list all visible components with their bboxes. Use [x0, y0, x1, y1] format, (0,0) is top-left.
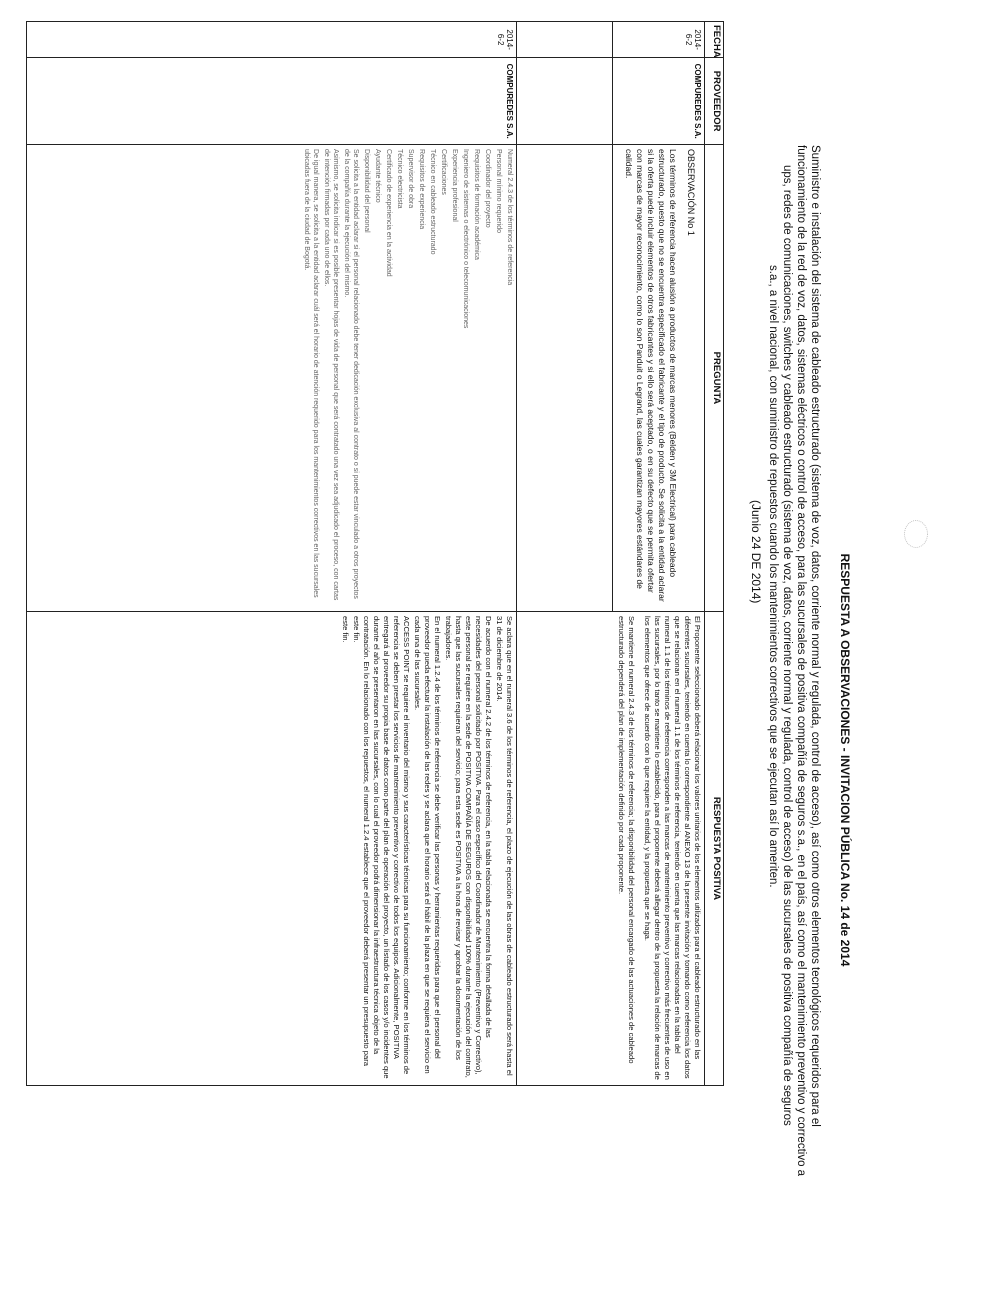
row-respuesta: [517, 611, 705, 1085]
response-text: El Proponente seleccionado deberá relacionar los valores unitarios de los elementos utilizados para el cableado estructurado en las diferentes sucursales, teniendo en cuenta lo correspondiente al ANEXO 13 de la presente invitación y tomando como referencia los datos que se relacionan en el numeral 1.1 de los términos de referencia, teniendo en cuenta que las marcas relacionadas en la tabla del numeral 1.1 de los términos de referencia corresponden a las marcas de mantenimiento preventivo y correctivo más frecuentes de uso en las sucursales, por lo tanto se mantiene lo establecido, para el proponente deberá allegar dentro de la propuesta la relación de marcas de los elementos que ofrece de acuerdo con lo que requiere la entidad, y la propuesta que se haga.: [643, 615, 702, 1080]
response-paragraph: Se aclara que en el numeral 3.6 de los términos de referencia, el plazo de ejecución de las obras de cableado estructurado será hasta el 31 de diciembre de 2014.: [495, 615, 514, 1076]
row-respuesta: [27, 611, 517, 1085]
header-respuesta: RESPUESTA POSITIVA: [705, 611, 724, 1085]
question-line: Técnico en cableado estructurado: [429, 149, 436, 255]
row-fecha: [517, 22, 613, 58]
document-date: (Junio 24 DE 2014): [749, 500, 763, 604]
subtitle-line-4: s.a., a nivel nacional, con suministro de repuestos cuando los mantenimientos correctivos que se ejecutan así lo ameriten.: [767, 265, 779, 888]
observation-title: OBSERVACIÓN No 1: [686, 149, 696, 236]
question-line: Numeral 2.4.3 de los términos de referencia: [506, 149, 513, 286]
question-line: Disponibilidad del personal: [363, 149, 370, 233]
table-header-row: [705, 22, 724, 1086]
row-pregunta: [517, 145, 613, 612]
header-fecha: FECHA: [705, 22, 724, 58]
question-line: Requisitos de formación académica: [473, 149, 480, 260]
row-fecha: 2014-6-2: [613, 22, 705, 58]
row-fecha: 2014-6-2: [27, 22, 517, 58]
question-line: Ayudante técnico: [374, 149, 381, 203]
question-line: Requisitos de experiencia: [418, 149, 425, 230]
question-line: De igual manera, se solicita a la entidad aclarar cuál será el horario de atención requerido para los mantenimientos correctivos en las sucursales ubicadas fuera de la ciudad de Bogotá.: [303, 149, 319, 598]
row-proveedor: COMPUREDES S.A.: [27, 58, 517, 145]
response-tail: este fin.: [341, 615, 350, 643]
question-line: Se solicita a la entidad aclarar si el personal relacionado debe tener dedicación exclusiva al contrato o si puede estar vinculado a otros proyectos de la compañía durante la ejecución del mismo.: [343, 149, 359, 599]
question-line: Supervisor de obra: [407, 149, 414, 209]
question-line: Ingeniero de sistemas o electrónico o telecomunicaciones: [462, 149, 469, 329]
row-proveedor: [517, 58, 613, 145]
row-pregunta: [27, 145, 517, 612]
observations-table: [26, 21, 724, 1086]
question-line: Certificado de experiencia en la actividad: [385, 149, 392, 277]
row-proveedor: COMPUREDES S.A.: [613, 58, 705, 145]
header-proveedor: PROVEEDOR: [705, 58, 724, 145]
response-paragraph: De acuerdo con el numeral 2.4.2 de los términos de referencia, en la tabla relacionada se encuentra la forma detallada de las necesidades del personal solicitado por POSITIVA. Para el caso específico del Coordinador de Mantenimiento (Preventivo y Correctivo), este personal se requiere en la sede de POSITIVA COMPAÑÍA DE SEGUROS con disponibilidad 100% durante la ejecución del contrato, hasta que las sucursales requieran del servicio; para esta sede es POSITIVA a la hora de revisar y aprobar la documentación de los trabajadores.: [444, 615, 493, 1078]
subtitle-line-3: ups, redes de comunicaciones, switches y cableado estructurado (sistema de voz, datos, corriente normal y regulada, control de acceso) de las sucursales de positiva compañía de seguros: [781, 165, 793, 1126]
response-text-2: Se mantiene el numeral 2.4.3 de los términos de referencia; la disponibilidad del personal encargado de las actuaciones de cableado estructurado dependerá del plan de implementación definido por cada proponente.: [617, 615, 636, 1064]
subtitle-line-2: funcionamiento de la red de voz, datos, sistemas eléctricos o control de acceso, para las sucursales de positiva compañía de seguros s.a., en el país, así como el mantenimiento preventivo y correctivo a: [795, 145, 807, 1177]
question-line: Asimismo, se solicita indicar si es posible presentar hojas de vida de personal que será contratado una vez sea adjudicado el proceso, con cartas de intención firmadas por cada uno de ellos.: [323, 149, 339, 601]
table-row: [613, 22, 705, 1086]
question-line: Experiencia profesional: [451, 149, 458, 222]
response-paragraph: ACCESS POINT se requiere el inventario del mismo y sus características técnicas para su funcionamiento; conforme en los términos de referencia se deben prestar los servicios de mantenimiento preventivo y correctivo de todos los equipos. Adicionalmente, POSITIVA entregará al proveedor su propia base de datos como parte del plan de operación del proyecto, un listado de los casos y/o incidentes que durante el año se presentaron en las sucursales, con lo cual el proveedor podrá dimensionar la infraestructura técnica objeto de la contratación. En lo relacionado con los repuestos, el numeral 1.2.4 establece que el proveedor deberá presentar un presupuesto para este fin.: [352, 615, 411, 1079]
table-row: [27, 22, 517, 1086]
question-line: Personal mínimo requerido: [495, 149, 502, 234]
row-pregunta: [613, 145, 705, 612]
observation-text: Los términos de referencia hacen alusión a productos de marcas menores (Belden y 3M Electrical) para cableado estructurado, puesto que no se encuentra especificado el fabricante y el tipo de producto. Se solicita a la entidad aclarar si la oferta puede incluir elementos de otros fabricantes y si ello será aceptado, o en su defecto que se permita ofertar con marcas de mayor reconocimiento, como lo son Panduit o Legrand, las cuales garantizan mayores estándares de calidad.: [624, 149, 678, 602]
stamp-mark: [904, 520, 928, 548]
response-paragraph: En el numeral 1.2.4 de los términos de referencia se debe verificar las personas y herramientas requeridas para que el personal del proveedor pueda efectuar la instalación de las redes y se aclara que el horario será el hábil de la plaza en que se requiera el servicio en cada una de las sucursales.: [413, 615, 442, 1074]
header-pregunta: PREGUNTA: [705, 145, 724, 612]
subtitle-line-1: Suministro e instalación del sistema de cableado estructurado (sistema de voz, datos, corriente normal y regulada, control de acceso), así como otros elementos tecnológicos requeridos para el: [809, 145, 821, 1127]
question-line: Certificaciones: [440, 149, 447, 195]
question-line: Técnico electricista: [396, 149, 403, 209]
document-title: RESPUESTA A OBSERVACIONES - INVITACION PÚBLICA No. 14 de 2014: [838, 553, 852, 967]
question-line: Coordinador del proyecto: [484, 149, 491, 228]
